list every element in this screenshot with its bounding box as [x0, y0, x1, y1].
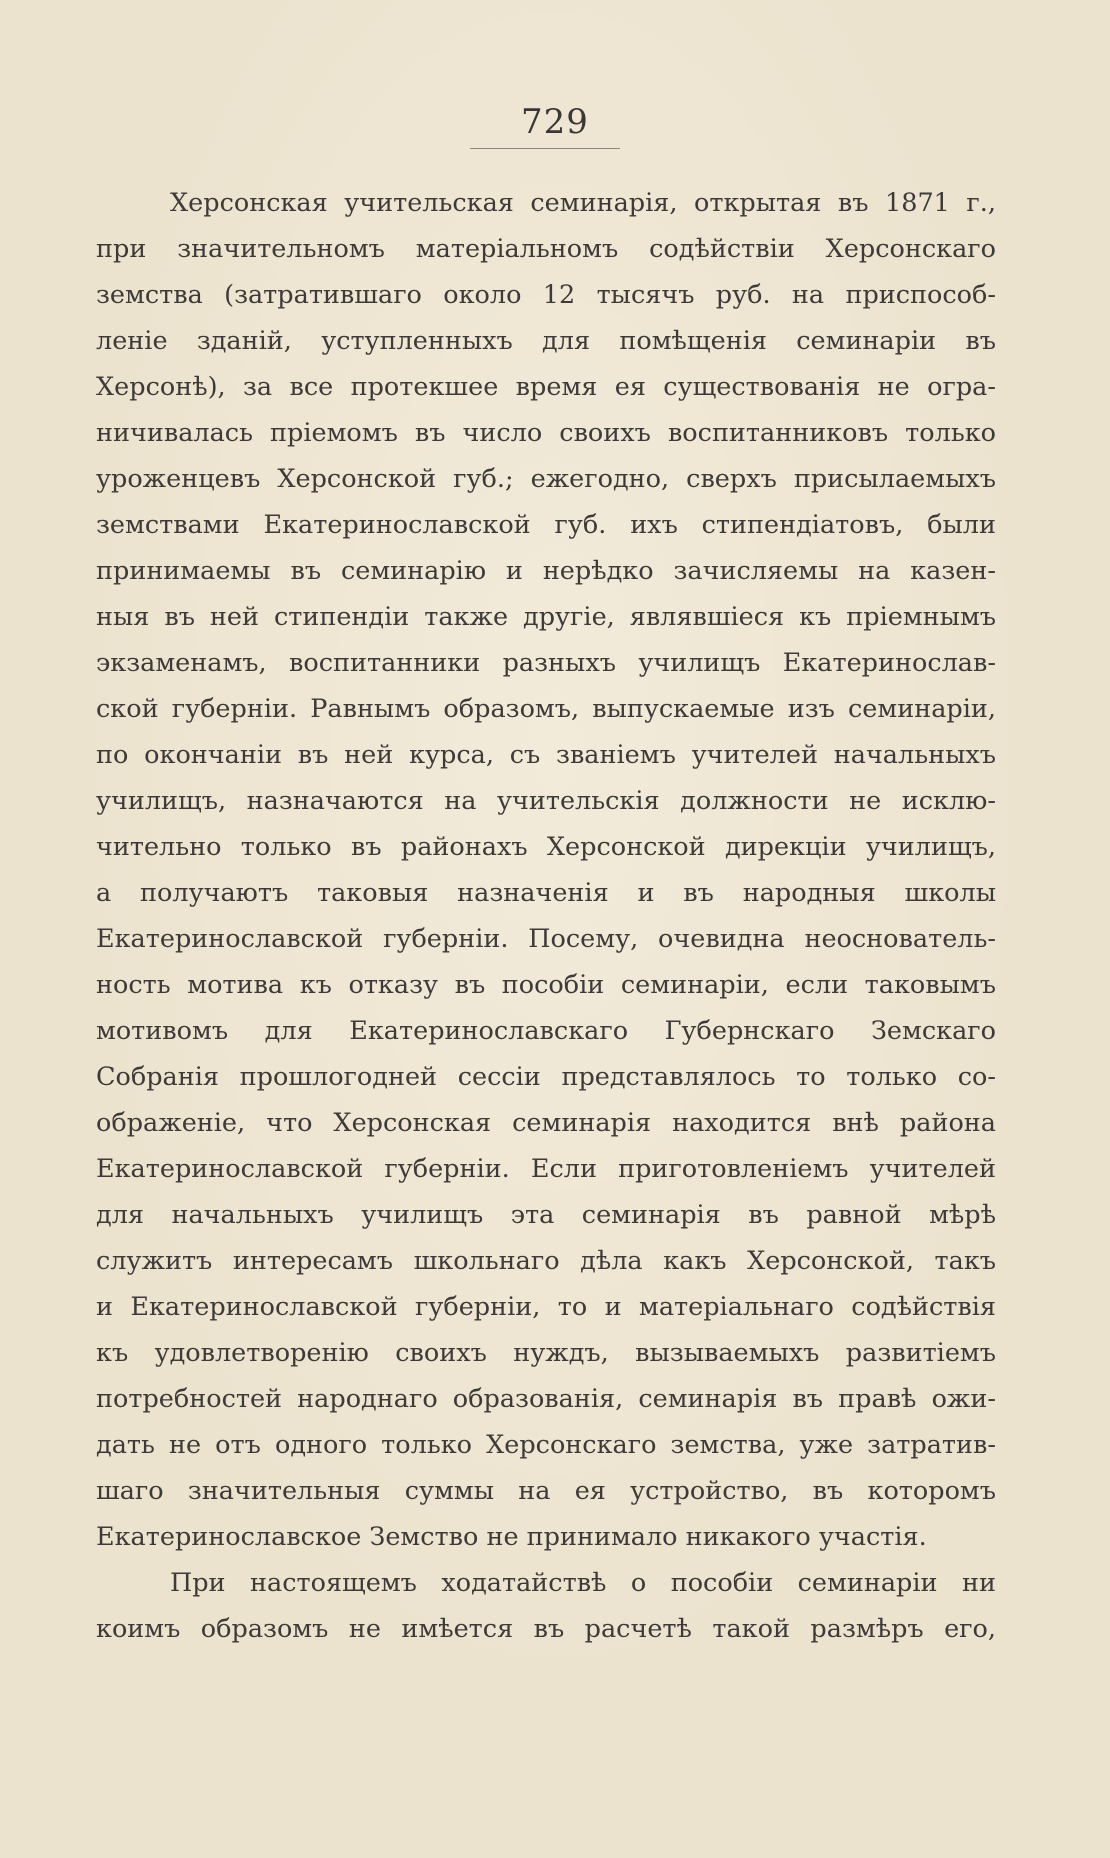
text-line: Екатеринославской губерніи. Посему, очевидна неоснователь- — [96, 924, 996, 954]
text-line: училищъ, назначаются на учительскія должности не исклю- — [96, 786, 996, 816]
text-line: и Екатеринославской губерніи, то и матеріальнаго содѣйствія — [96, 1292, 996, 1322]
text-line: коимъ образомъ не имѣется въ расчетѣ такой размѣръ его, — [96, 1614, 996, 1644]
page-number: 729 — [521, 102, 589, 142]
paragraph-2 — [96, 1560, 996, 1652]
text-line: земствами Екатеринославской губ. ихъ стипендіатовъ, были — [96, 510, 996, 540]
text-line: Херсонская учительская семинарія, открытая въ 1871 г., — [170, 188, 996, 218]
text-line: Херсонѣ), за все протекшее время ея существованія не огра- — [96, 372, 996, 402]
text-line: мотивомъ для Екатеринославскаго Губернскаго Земскаго — [96, 1016, 996, 1046]
text-line: уроженцевъ Херсонской губ.; ежегодно, сверхъ присылаемыхъ — [96, 464, 996, 494]
text-line: къ удовлетворенію своихъ нуждъ, вызываемыхъ развитіемъ — [96, 1338, 996, 1368]
text-line: а получаютъ таковыя назначенія и въ народныя школы — [96, 878, 996, 908]
text-line: Екатеринославской губерніи. Если приготовленіемъ учителей — [96, 1154, 996, 1184]
paragraph-1 — [96, 180, 996, 1560]
text-line: ской губерніи. Равнымъ образомъ, выпускаемые изъ семинаріи, — [96, 694, 996, 724]
text-line: чительно только въ районахъ Херсонской дирекціи училищъ, — [96, 832, 996, 862]
text-line: шаго значительныя суммы на ея устройство, въ которомъ — [96, 1476, 996, 1506]
text-line: по окончаніи въ ней курса, съ званіемъ учителей начальныхъ — [96, 740, 996, 770]
text-line: ныя въ ней стипендіи также другіе, являвшіеся къ пріемнымъ — [96, 602, 996, 632]
text-line: при значительномъ матеріальномъ содѣйствіи Херсонскаго — [96, 234, 996, 264]
text-line: земства (затратившаго около 12 тысячъ руб. на приспособ- — [96, 280, 996, 310]
text-line: принимаемы въ семинарію и нерѣдко зачисляемы на казен- — [96, 556, 996, 586]
text-line: ность мотива къ отказу въ пособіи семинаріи, если таковымъ — [96, 970, 996, 1000]
text-line: потребностей народнаго образованія, семинарія въ правѣ ожи- — [96, 1384, 996, 1414]
text-line: При настоящемъ ходатайствѣ о пособіи семинаріи ни — [170, 1568, 996, 1598]
body-text — [96, 180, 996, 1652]
header-rule — [470, 148, 620, 149]
text-line: Екатеринославское Земство не принимало никакого участія. — [96, 1522, 927, 1552]
text-line: для начальныхъ училищъ эта семинарія въ равной мѣрѣ — [96, 1200, 996, 1230]
text-line: Собранія прошлогодней сессіи представлялось то только со- — [96, 1062, 996, 1092]
text-line: служитъ интересамъ школьнаго дѣла какъ Херсонской, такъ — [96, 1246, 996, 1276]
text-line: дать не отъ одного только Херсонскаго земства, уже затратив- — [96, 1430, 996, 1460]
text-line: экзаменамъ, воспитанники разныхъ училищъ Екатеринослав- — [96, 648, 996, 678]
text-line: ничивалась пріемомъ въ число своихъ воспитанниковъ только — [96, 418, 996, 448]
text-line: леніе зданій, уступленныхъ для помѣщенія семинаріи въ — [96, 326, 996, 356]
text-line: ображеніе, что Херсонская семинарія находится внѣ района — [96, 1108, 996, 1138]
